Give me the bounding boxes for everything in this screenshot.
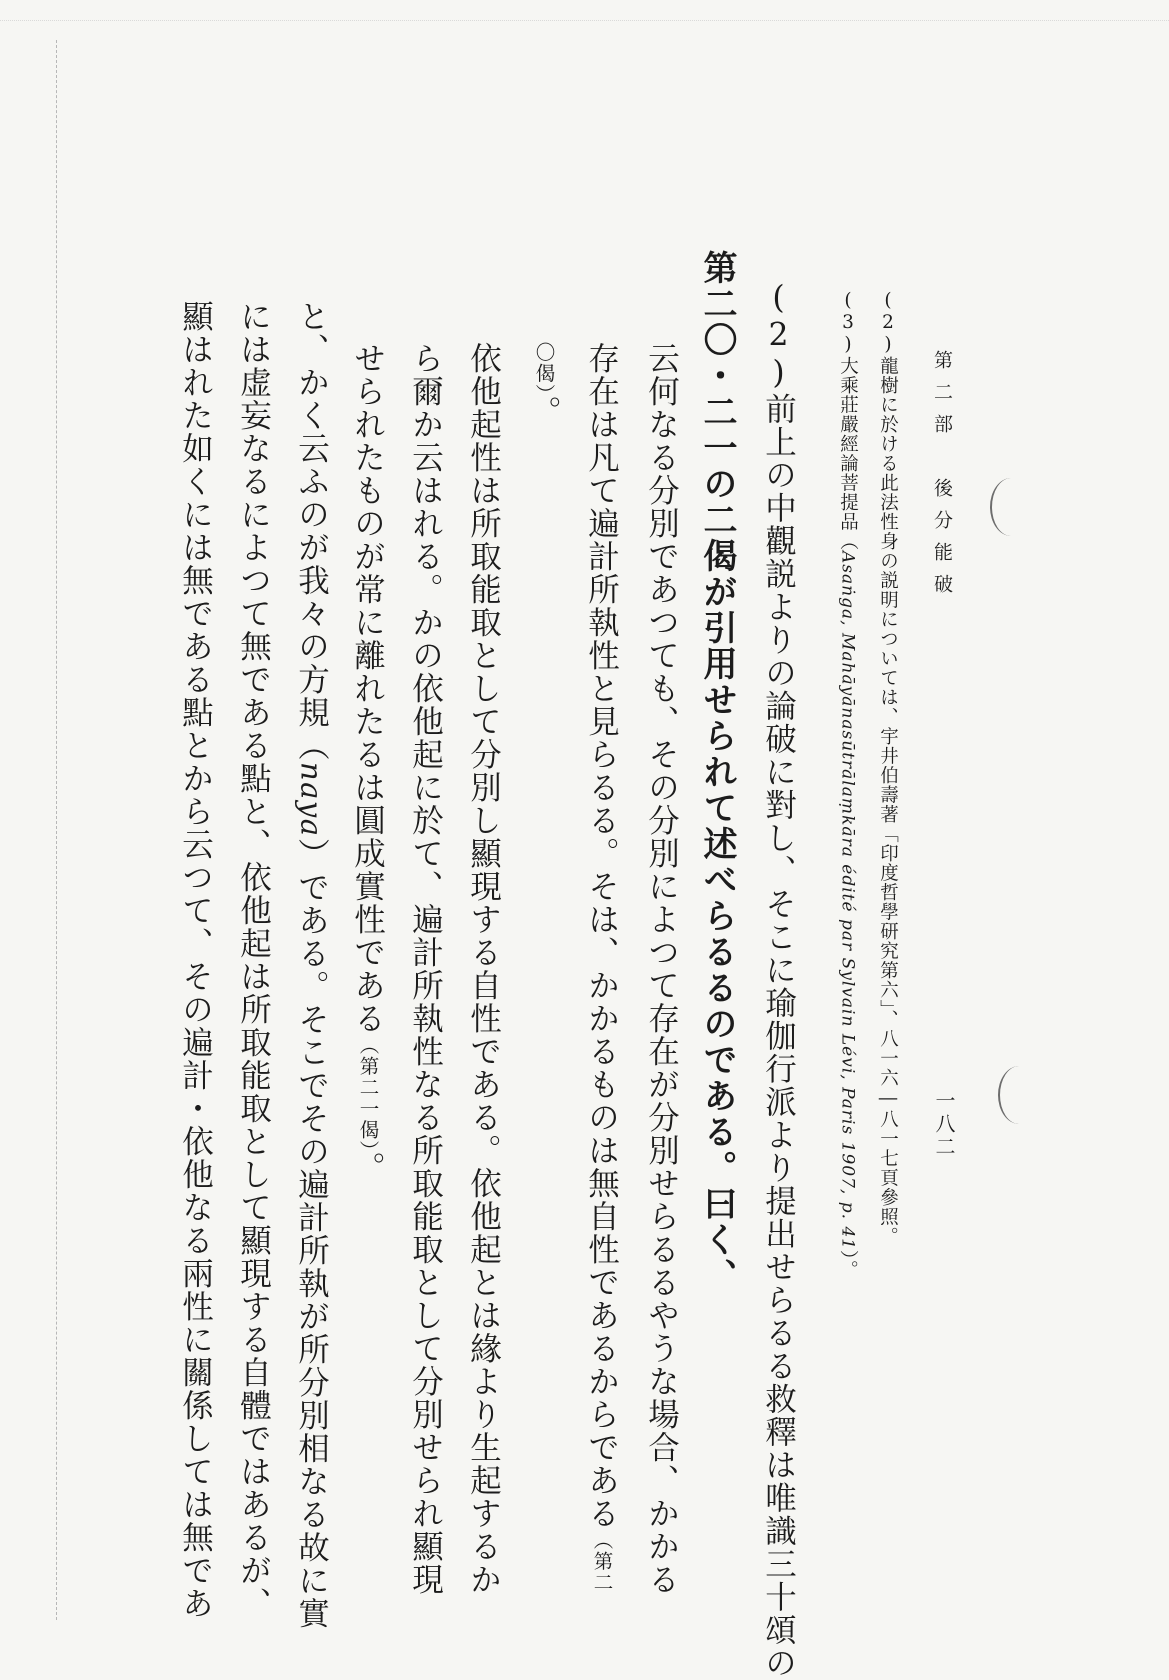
footnote-3-marker: (3) (837, 290, 859, 356)
running-header-title: 第二部 後分能破 (931, 350, 953, 606)
verse-line-1: 云何なる分別であつても、その分別によつて存在が分別せらるるやうな場合、かかる (643, 342, 680, 1596)
paragraph-3-line-1 (293, 300, 330, 1630)
paragraph-2-line-3-text: せられたものが常に離れたるは圓成實性である (349, 342, 386, 1035)
scan-top-edge (0, 0, 1169, 21)
footnote-3-text-end: ）。 (837, 1250, 859, 1280)
paragraph-2-line-3-end: 。 (349, 1151, 386, 1185)
footnote-3 (838, 290, 857, 1280)
verse-line-2 (583, 342, 620, 1594)
paragraph-1-marker: (2) (760, 280, 797, 393)
verse-line-2-text: 存在は凡て遍計所執性と見らるる。そは、かかるものは無自性であるからである (583, 342, 620, 1530)
paragraph-2-line-2: ら爾か云はれる。かの依他起に於て、遍計所執性なる所取能取として分別せられ顯現 (407, 342, 444, 1596)
paragraph-3-latin-term: naya (294, 762, 329, 838)
footnote-3-latin-citation: Asaṅga, Mahāyānasūtrālaṃkāra édité par Sylvain Lévi, Paris 1907, p. 41 (837, 551, 858, 1251)
paragraph-2-line-1: 依他起性は所取能取として分別し顯現する自性である。依他起とは緣より生起するか (465, 342, 502, 1596)
footnote-2 (878, 290, 897, 1246)
scan-mark (998, 1066, 1040, 1124)
verse-line-3 (525, 342, 562, 429)
paragraph-3-line-1-text: と、かく云ふのが我々の方規（ (293, 300, 330, 762)
verse-ref-21: （第二一偈） (356, 1035, 380, 1152)
footnote-2-marker: (2) (877, 290, 899, 356)
paragraph-3-line-2: には虚妄なるによつて無である點と、依他起は所取能取として顯現する自體ではあるが、 (235, 300, 272, 1620)
footnote-2-text: 龍樹に於ける此法性身の説明については、宇井伯壽著「印度哲學研究第六」、八一六―八一七頁參照。 (877, 356, 899, 1247)
verse-ref-20-start: （第二 (590, 1530, 614, 1594)
paragraph-3-line-1-end: ）である。そこでその遍計所執が所分別相なる故に實 (293, 837, 330, 1630)
verse-line-3-end: 。 (525, 395, 562, 429)
section-heading: 第二〇・二一の二偈が引用せられて述べらるるのである。曰く、 (697, 250, 737, 1294)
footnote-3-text: 大乘莊嚴經論菩提品（ (837, 356, 859, 551)
paragraph-1-line-1 (760, 280, 797, 1680)
paragraph-3-line-3: 顯はれた如くには無である點とから云つて、その遍計・依他なる兩性に關係しては無であ (177, 300, 214, 1620)
binding-edge (56, 40, 71, 1620)
scan-mark (990, 478, 1032, 536)
paragraph-2-line-3 (349, 342, 386, 1185)
paragraph-1-text: 前上の中觀説よりの論破に對し、そこに瑜伽行派より提出せらるる救釋は唯識三十頌の (760, 392, 797, 1680)
page-number: 一八二 (932, 1090, 956, 1159)
verse-ref-20-end: 〇偈） (532, 342, 556, 396)
